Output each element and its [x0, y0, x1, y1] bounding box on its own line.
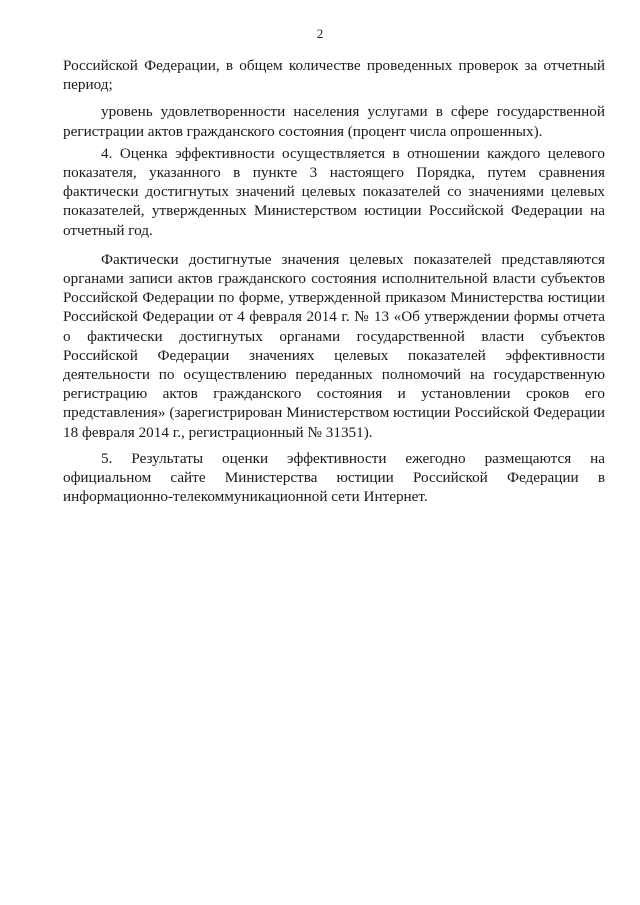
paragraph-item-4: 4. Оценка эффективности осуществляется в отношении каждого целевого показателя, указанного в пункте 3 настоящего Порядка, путем сравнения фактически достигнутых значений целевых показателей со значениями целевых показателей, утвержденных Министерством юстиции Российской Федерации на отчетный год. — [63, 144, 605, 239]
document-body — [63, 56, 605, 506]
paragraph-item-5: 5. Результаты оценки эффективности ежегодно размещаются на официальном сайте Министерства юстиции Российской Федерации в информационно-телекоммуникационной сети Интернет. — [63, 449, 605, 506]
page-number: 2 — [316, 26, 324, 41]
paragraph-satisfaction-level: уровень удовлетворенности населения услугами в сфере государственной регистрации актов гражданского состояния (процент числа опрошенных). — [63, 103, 605, 140]
paragraph-actual-values: Фактически достигнутые значения целевых показателей представляются органами записи актов гражданского состояния исполнительной власти субъектов Российской Федерации по форме, утвержденной приказом Министерства юстиции Российской Федерации от 4 февраля 2014 г. № 13 «Об утверждении формы отчета о фактически достигнутых органами государственной власти субъектов Российской Федерации значениях целевых показателей эффективности деятельности по осуществлению переданных полномочий на государственную регистрацию актов гражданского состояния и установлении сроков его представления» (зарегистрирован Министерством юстиции Российской Федерации 18 февраля 2014 г., регистрационный № 31351). — [63, 250, 605, 441]
paragraph-continuation: Российской Федерации, в общем количестве проведенных проверок за отчетный период; — [63, 57, 605, 94]
